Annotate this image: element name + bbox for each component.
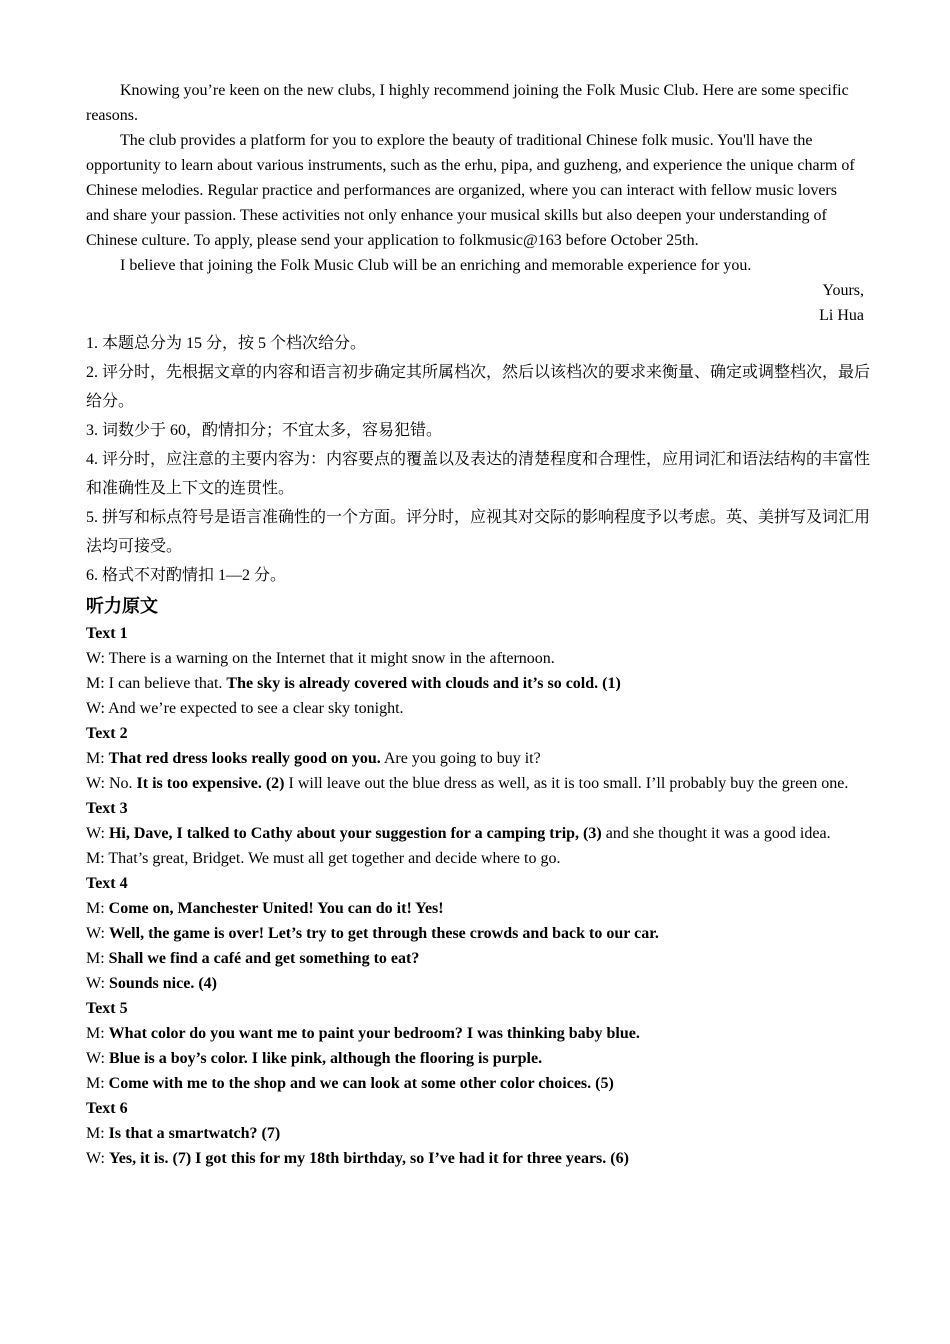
listening-section-title: 听力原文 <box>86 596 158 616</box>
dialogue-line <box>86 746 864 771</box>
dialogue-bold-text: Hi, Dave, I talked to Cathy about your suggestion for a camping trip, (3) <box>108 825 602 842</box>
dialogue-line <box>86 821 864 846</box>
dialogue-line <box>86 946 864 971</box>
dialogue-bold-text: That red dress looks really good on you. <box>108 750 381 767</box>
speaker-label: W: <box>86 650 105 667</box>
speaker-label: W: <box>86 1050 105 1067</box>
speaker-label: W: <box>86 1150 105 1167</box>
dialogue-text: There is a warning on the Internet that it might snow in the afternoon. <box>108 650 555 667</box>
letter-paragraph-2: The club provides a platform for you to explore the beauty of traditional Chinese folk music. You'll have the opportunity to learn about various instruments, such as the erhu, pipa, and guzheng, and experience the unique charm of Chinese melodies. Regular practice and performances are organized, where you can interact with fellow music lovers and share your passion. These activities not only enhance your musical skills but also deepen your understanding of Chinese culture. To apply, please send your application to folkmusic@163 before October 25th. <box>86 132 855 249</box>
listening-transcript <box>86 621 864 1171</box>
speaker-label: M: <box>86 750 105 767</box>
dialogue-text: and she thought it was a good idea. <box>605 825 831 842</box>
listening-text-title: Text 6 <box>86 1100 128 1117</box>
dialogue-line <box>86 1046 864 1071</box>
dialogue-bold-text: Shall we find a café and get something to eat? <box>108 950 420 967</box>
rule-item: 6. 格式不对酌情扣 1—2 分。 <box>86 567 287 584</box>
speaker-label: M: <box>86 850 105 867</box>
dialogue-line <box>86 1146 864 1171</box>
listening-text-block <box>86 721 864 796</box>
dialogue-bold-text: Yes, it is. (7) I got this for my 18th birthday, so I’ve had it for three years. (6) <box>108 1150 629 1167</box>
letter-signature: Li Hua <box>819 307 864 324</box>
speaker-label: M: <box>86 1075 105 1092</box>
rule-item: 3. 词数少于 60，酌情扣分；不宜太多，容易犯错。 <box>86 422 443 439</box>
speaker-label: M: <box>86 950 105 967</box>
dialogue-bold-text: It is too expensive. (2) <box>136 775 285 792</box>
dialogue-text: I will leave out the blue dress as well, as it is too small. I’ll probably buy the green one. <box>288 775 849 792</box>
rule-item: 1. 本题总分为 15 分，按 5 个档次给分。 <box>86 335 367 352</box>
scoring-rules <box>86 329 871 590</box>
dialogue-line <box>86 1121 864 1146</box>
dialogue-line <box>86 1021 864 1046</box>
speaker-label: W: <box>86 825 105 842</box>
dialogue-bold-text: The sky is already covered with clouds and it’s so cold. (1) <box>226 675 621 692</box>
listening-text-block <box>86 871 864 996</box>
listening-text-block <box>86 796 864 871</box>
letter-paragraph-1: Knowing you’re keen on the new clubs, I highly recommend joining the Folk Music Club. Here are some specific reasons. <box>86 82 849 124</box>
dialogue-bold-text: Come on, Manchester United! You can do it! Yes! <box>108 900 444 917</box>
dialogue-text: No. <box>108 775 133 792</box>
rule-item: 4. 评分时，应注意的主要内容为：内容要点的覆盖以及表达的清楚程度和合理性，应用词汇和语法结构的丰富性和准确性及上下文的连贯性。 <box>86 451 871 497</box>
speaker-label: W: <box>86 925 105 942</box>
dialogue-bold-text: Well, the game is over! Let’s try to get through these crowds and back to our car. <box>108 925 659 942</box>
letter-closing: Yours, <box>822 282 864 299</box>
letter-paragraph-3: I believe that joining the Folk Music Club will be an enriching and memorable experience for you. <box>120 257 752 274</box>
dialogue-text: And we’re expected to see a clear sky tonight. <box>108 700 404 717</box>
dialogue-bold-text: Come with me to the shop and we can look at some other color choices. (5) <box>108 1075 614 1092</box>
speaker-label: M: <box>86 1025 105 1042</box>
dialogue-line <box>86 846 864 871</box>
speaker-label: W: <box>86 975 105 992</box>
speaker-label: M: <box>86 1125 105 1142</box>
dialogue-line <box>86 1071 864 1096</box>
speaker-label: M: <box>86 900 105 917</box>
listening-text-block <box>86 621 864 721</box>
listening-text-title: Text 4 <box>86 875 128 892</box>
listening-text-title: Text 2 <box>86 725 128 742</box>
dialogue-text: Are you going to buy it? <box>383 750 541 767</box>
listening-text-block <box>86 996 864 1096</box>
speaker-label: W: <box>86 700 105 717</box>
rule-item: 2. 评分时，先根据文章的内容和语言初步确定其所属档次，然后以该档次的要求来衡量、确定或调整档次，最后给分。 <box>86 364 871 410</box>
dialogue-bold-text: Sounds nice. (4) <box>108 975 217 992</box>
dialogue-line <box>86 771 864 796</box>
dialogue-line <box>86 971 864 996</box>
listening-text-title: Text 3 <box>86 800 128 817</box>
speaker-label: W: <box>86 775 105 792</box>
rule-item: 5. 拼写和标点符号是语言准确性的一个方面。评分时，应视其对交际的影响程度予以考虑。英、美拼写及词汇用法均可接受。 <box>86 509 871 555</box>
dialogue-bold-text: Is that a smartwatch? (7) <box>108 1125 281 1142</box>
document-content <box>86 78 871 1171</box>
letter <box>86 78 864 328</box>
dialogue-line <box>86 671 864 696</box>
dialogue-line <box>86 646 864 671</box>
dialogue-text: I can believe that. <box>108 675 223 692</box>
dialogue-text: That’s great, Bridget. We must all get together and decide where to go. <box>108 850 561 867</box>
dialogue-bold-text: What color do you want me to paint your bedroom? I was thinking baby blue. <box>108 1025 640 1042</box>
dialogue-bold-text: Blue is a boy’s color. I like pink, although the flooring is purple. <box>108 1050 543 1067</box>
dialogue-line <box>86 696 864 721</box>
dialogue-line <box>86 921 864 946</box>
speaker-label: M: <box>86 675 105 692</box>
listening-text-title: Text 1 <box>86 625 128 642</box>
listening-text-block <box>86 1096 864 1171</box>
listening-text-title: Text 5 <box>86 1000 128 1017</box>
dialogue-line <box>86 896 864 921</box>
